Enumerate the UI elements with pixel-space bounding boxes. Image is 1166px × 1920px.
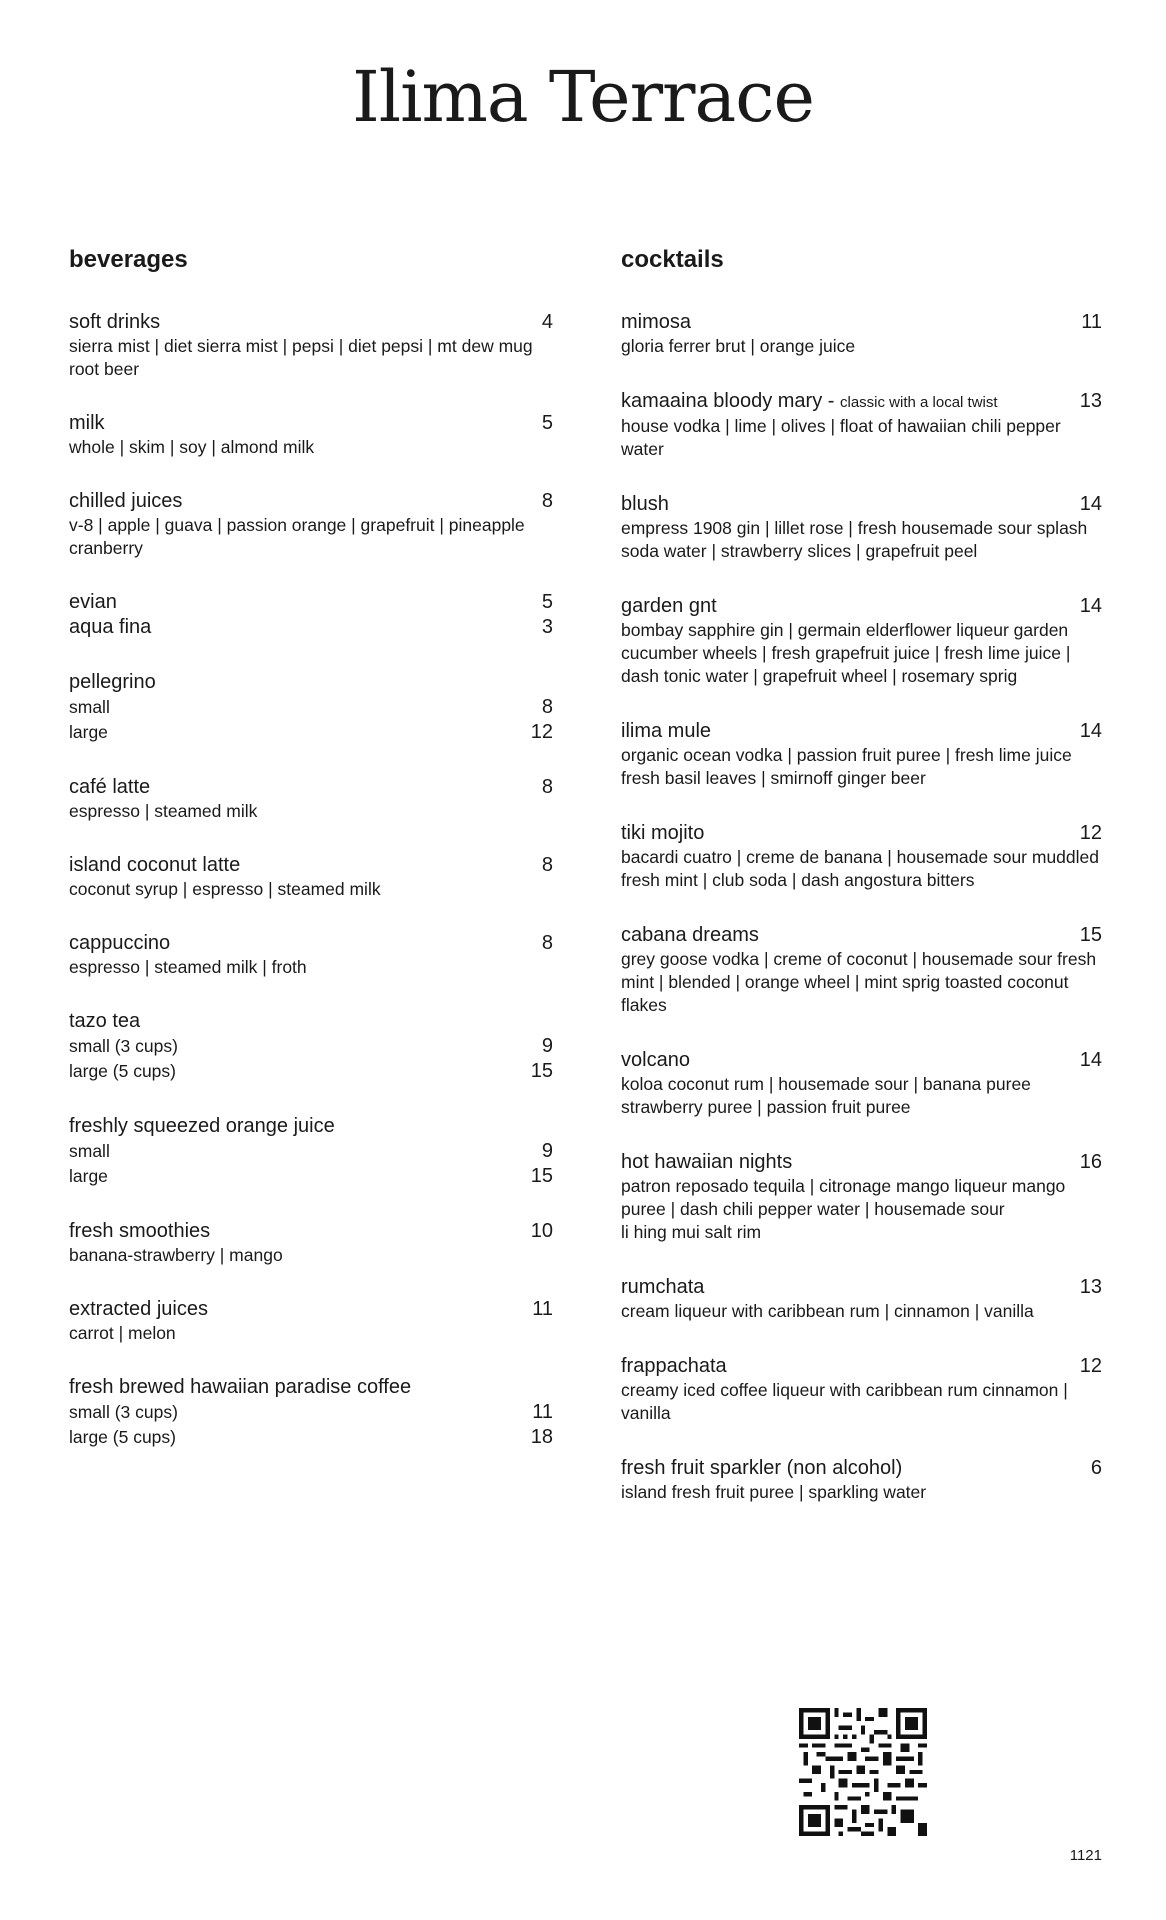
item-description: cream liqueur with caribbean rum | cinnamon | vanilla bbox=[621, 1301, 1034, 1321]
item-price: 18 bbox=[530, 1426, 553, 1448]
menu-item bbox=[621, 310, 1102, 358]
item-name: café latte bbox=[69, 776, 151, 798]
item-price: 8 bbox=[541, 696, 553, 718]
item-description: espresso | steamed milk bbox=[69, 801, 258, 821]
item-price: 16 bbox=[1079, 1151, 1102, 1173]
size-label: small (3 cups) bbox=[69, 1402, 178, 1422]
item-price: 15 bbox=[530, 1165, 553, 1187]
item-name: volcano bbox=[621, 1049, 690, 1071]
menu-item bbox=[69, 411, 553, 459]
beverages-section bbox=[69, 244, 553, 1480]
item-description: espresso | steamed milk | froth bbox=[69, 957, 307, 977]
item-note: classic with a local twist bbox=[840, 394, 998, 411]
item-name: garden gnt bbox=[621, 595, 717, 617]
item-name: cappuccino bbox=[69, 932, 171, 954]
menu-item bbox=[621, 594, 1102, 688]
item-description: grey goose vodka | creme of coconut | housemade sour fresh mint | blended | orange wheel | mint sprig toasted coconut flakes bbox=[621, 949, 1097, 1015]
item-name: evian bbox=[69, 591, 117, 613]
menu-item bbox=[621, 1048, 1102, 1119]
item-price: 9 bbox=[541, 1140, 553, 1162]
menu-item bbox=[621, 389, 1102, 461]
qr-code-icon[interactable] bbox=[799, 1708, 927, 1836]
menu-item bbox=[69, 931, 553, 979]
menu-item bbox=[621, 492, 1102, 563]
item-name: blush bbox=[621, 493, 669, 515]
menu-item bbox=[621, 1150, 1102, 1244]
item-description: patron reposado tequila | citronage mango liqueur mango puree | dash chili pepper water | housemade sour bbox=[621, 1176, 1066, 1219]
item-name: aqua fina bbox=[69, 616, 152, 638]
item-name: fresh brewed hawaiian paradise coffee bbox=[69, 1376, 412, 1398]
section-title-beverages: beverages bbox=[69, 246, 188, 273]
item-description: whole | skim | soy | almond milk bbox=[69, 437, 315, 457]
item-description: organic ocean vodka | passion fruit puree | fresh lime juice bbox=[621, 745, 1072, 765]
item-price: 12 bbox=[530, 721, 553, 743]
item-description: empress 1908 gin | lillet rose | fresh housemade sour splash soda water | strawberry slices | grapefruit peel bbox=[621, 518, 1088, 561]
item-price: 14 bbox=[1079, 595, 1102, 617]
item-description: island fresh fruit puree | sparkling water bbox=[621, 1482, 927, 1502]
item-price: 13 bbox=[1079, 1276, 1102, 1298]
menu-item bbox=[69, 590, 553, 640]
item-name: frappachata bbox=[621, 1355, 727, 1377]
item-description: fresh basil leaves | smirnoff ginger beer bbox=[621, 768, 926, 788]
item-name: fresh smoothies bbox=[69, 1220, 211, 1242]
item-price: 10 bbox=[530, 1220, 553, 1242]
item-description: gloria ferrer brut | orange juice bbox=[621, 336, 856, 356]
item-price: 13 bbox=[1079, 390, 1102, 412]
item-price: 14 bbox=[1079, 1049, 1102, 1071]
item-price: 5 bbox=[541, 412, 553, 434]
item-name: mimosa bbox=[621, 311, 692, 333]
item-price: 11 bbox=[532, 1298, 553, 1320]
menu-item bbox=[621, 1275, 1102, 1323]
size-label: small bbox=[69, 1141, 110, 1161]
item-description: bacardi cuatro | creme de banana | housemade sour muddled fresh mint | club soda | dash angostura bitters bbox=[621, 847, 1099, 890]
item-name: ilima mule bbox=[621, 720, 712, 742]
size-label: large (5 cups) bbox=[69, 1061, 176, 1081]
item-description: carrot | melon bbox=[69, 1323, 176, 1343]
item-name: pellegrino bbox=[69, 671, 156, 693]
menu-item bbox=[69, 775, 553, 823]
item-name: tazo tea bbox=[69, 1010, 141, 1032]
item-name: milk bbox=[69, 412, 105, 434]
item-price: 9 bbox=[541, 1035, 553, 1057]
item-name: fresh fruit sparkler (non alcohol) bbox=[621, 1457, 903, 1479]
item-description: koloa coconut rum | housemade sour | banana puree strawberry puree | passion fruit puree bbox=[621, 1074, 1031, 1117]
item-price: 15 bbox=[1079, 924, 1102, 946]
item-name: extracted juices bbox=[69, 1298, 208, 1320]
item-name: island coconut latte bbox=[69, 854, 241, 876]
item-price: 12 bbox=[1079, 822, 1102, 844]
menu-item bbox=[69, 1375, 553, 1450]
item-description: house vodka | lime | olives | float of hawaiian chili pepper water bbox=[621, 416, 1061, 459]
page-number: 1121 bbox=[1069, 1847, 1102, 1864]
menu-item bbox=[69, 1009, 553, 1084]
menu-item bbox=[69, 1114, 553, 1189]
restaurant-logo: Ilima Terrace bbox=[352, 56, 814, 138]
size-label: large (5 cups) bbox=[69, 1427, 176, 1447]
item-name: freshly squeezed orange juice bbox=[69, 1115, 335, 1137]
item-price: 3 bbox=[541, 616, 553, 638]
item-price: 8 bbox=[541, 490, 553, 512]
menu-item bbox=[69, 1297, 553, 1345]
item-price: 12 bbox=[1079, 1355, 1102, 1377]
item-price: 11 bbox=[1081, 311, 1102, 333]
item-name: cabana dreams bbox=[621, 924, 759, 946]
menu-item bbox=[621, 1456, 1102, 1504]
menu-item bbox=[69, 1219, 553, 1267]
item-name: hot hawaiian nights bbox=[621, 1151, 793, 1173]
size-label: small (3 cups) bbox=[69, 1036, 178, 1056]
item-name: rumchata bbox=[621, 1276, 705, 1298]
item-name: tiki mojito bbox=[621, 822, 705, 844]
cocktails-section bbox=[621, 244, 1102, 1535]
item-description: v-8 | apple | guava | passion orange | grapefruit | pineapple cranberry bbox=[69, 515, 525, 558]
size-label: small bbox=[69, 697, 110, 717]
item-description: creamy iced coffee liqueur with caribbean rum cinnamon | vanilla bbox=[621, 1380, 1068, 1423]
size-label: large bbox=[69, 722, 108, 742]
item-description: sierra mist | diet sierra mist | pepsi | diet pepsi | mt dew mug root beer bbox=[69, 336, 533, 379]
item-name: soft drinks bbox=[69, 311, 161, 333]
item-description: bombay sapphire gin | germain elderflower liqueur garden cucumber wheels | fresh grapefruit juice | fresh lime juice | dash tonic water | grapefruit wheel | rosemary sprig bbox=[621, 620, 1071, 686]
menu-item bbox=[69, 670, 553, 745]
item-price: 11 bbox=[532, 1401, 553, 1423]
menu-item bbox=[621, 821, 1102, 892]
item-description: banana-strawberry | mango bbox=[69, 1245, 283, 1265]
size-label: large bbox=[69, 1166, 108, 1186]
item-price: 14 bbox=[1079, 720, 1102, 742]
menu-item bbox=[621, 1354, 1102, 1425]
item-price: 4 bbox=[541, 311, 553, 333]
menu-item bbox=[621, 923, 1102, 1017]
menu-item bbox=[69, 489, 553, 560]
item-price: 8 bbox=[541, 776, 553, 798]
item-price: 8 bbox=[541, 932, 553, 954]
section-title-cocktails: cocktails bbox=[621, 246, 724, 273]
item-price: 8 bbox=[541, 854, 553, 876]
item-description: li hing mui salt rim bbox=[621, 1222, 762, 1242]
menu-item bbox=[69, 853, 553, 901]
item-price: 14 bbox=[1079, 493, 1102, 515]
menu-item bbox=[621, 719, 1102, 790]
item-description: coconut syrup | espresso | steamed milk bbox=[69, 879, 381, 899]
item-price: 15 bbox=[530, 1060, 553, 1082]
item-name: chilled juices bbox=[69, 490, 183, 512]
item-price: 6 bbox=[1090, 1457, 1102, 1479]
item-name: kamaaina bloody mary - bbox=[621, 390, 835, 412]
menu-item bbox=[69, 310, 553, 381]
item-price: 5 bbox=[541, 591, 553, 613]
